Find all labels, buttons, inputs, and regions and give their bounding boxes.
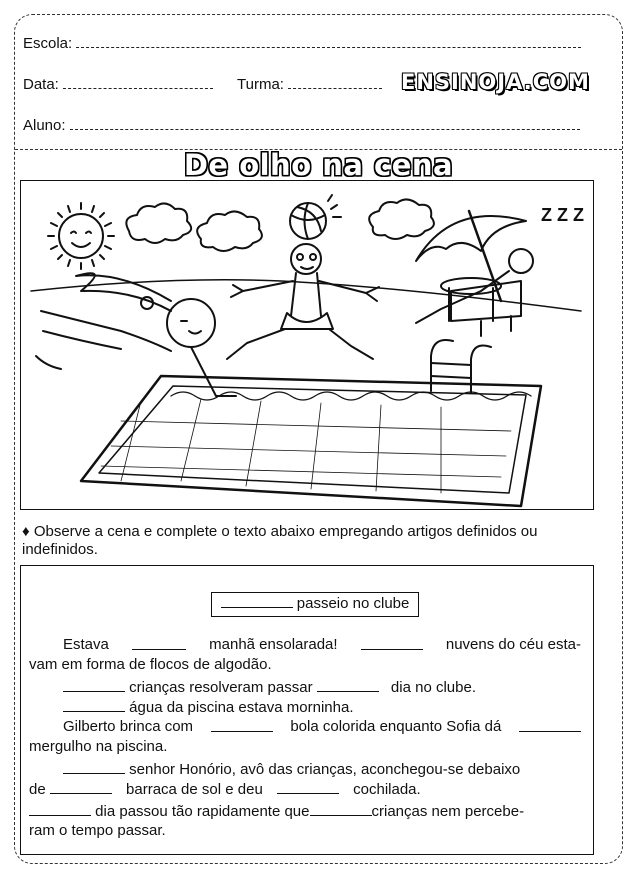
exercise-line-9 [29, 802, 581, 820]
blank[interactable] [277, 780, 339, 794]
blank[interactable] [132, 636, 186, 650]
text: crianças resolveram passar [129, 679, 313, 696]
turma-label: Turma: [237, 76, 284, 93]
instruction-text: Observe a cena e complete o texto abaixo empregando artigos definidos ou indefinidos. [22, 523, 538, 558]
text: cochilada. [353, 781, 421, 798]
turma-field[interactable] [288, 76, 382, 89]
data-field[interactable] [63, 76, 213, 89]
blank[interactable] [63, 698, 125, 712]
blank[interactable] [361, 636, 423, 650]
exercise-line-2: vam em forma de flocos de algodão. [29, 656, 272, 673]
escola-field[interactable] [76, 35, 581, 48]
instruction [22, 523, 582, 559]
text: Gilberto brinca com [63, 718, 194, 735]
escola-row [23, 35, 581, 52]
text: senhor Honório, avô das crianças, aconchegou-se debaixo [129, 761, 521, 778]
scene-illustration [20, 180, 594, 510]
instruction-bullet-icon: ♦ [22, 523, 30, 540]
blank[interactable] [29, 802, 91, 816]
aluno-label: Aluno: [23, 117, 66, 134]
exercise-line-1 [29, 636, 581, 653]
text: barraca de sol e deu [126, 781, 263, 798]
aluno-field[interactable] [70, 117, 580, 130]
text: manhã ensolarada! [209, 636, 338, 653]
ensinoja-logo: ENSINOJA.COM [401, 70, 590, 94]
aluno-row [23, 117, 580, 134]
sleeping-grandpa-icon [416, 249, 533, 336]
exercise-line-5 [29, 718, 581, 735]
text: dia passou tão rapidamente que [95, 803, 310, 820]
exercise-line-4 [29, 698, 615, 716]
pool-icon [81, 376, 541, 506]
blank[interactable] [317, 678, 379, 692]
worksheet-header [15, 15, 622, 149]
page-title: De olho na cena [183, 148, 454, 182]
sleep-zzz-icon: Z Z Z [541, 205, 584, 225]
blank[interactable] [50, 780, 112, 794]
text: dia no clube. [390, 679, 476, 696]
text: Estava [63, 636, 109, 653]
sun-icon [48, 203, 114, 269]
blank[interactable] [63, 760, 125, 774]
text: nuvens do céu esta- [445, 636, 581, 653]
exercise-line-3 [29, 678, 615, 696]
text: de [29, 781, 46, 798]
data-row [23, 76, 213, 93]
beach-ball-icon [290, 195, 341, 239]
exercise-line-10: ram o tempo passar. [29, 822, 166, 839]
exercise-title: passeio no clube [296, 595, 410, 612]
boy-icon [227, 244, 379, 359]
exercise-box [20, 565, 594, 855]
data-label: Data: [23, 76, 59, 93]
escola-label: Escola: [23, 35, 73, 52]
text: água da piscina estava morninha. [129, 699, 354, 716]
exercise-line-8 [29, 780, 581, 798]
exercise-line-7 [29, 760, 615, 778]
blank[interactable] [63, 678, 125, 692]
text: bola colorida enquanto Sofia dá [290, 718, 502, 735]
turma-row [237, 76, 382, 93]
cloud-icon [126, 199, 434, 251]
exercise-line-6: mergulho na piscina. [29, 738, 168, 755]
blank[interactable] [211, 718, 273, 732]
blank[interactable] [310, 802, 372, 816]
exercise-title-box [211, 592, 419, 617]
blank[interactable] [519, 718, 581, 732]
blank[interactable] [221, 594, 293, 608]
text: crianças nem percebe- [371, 803, 525, 820]
